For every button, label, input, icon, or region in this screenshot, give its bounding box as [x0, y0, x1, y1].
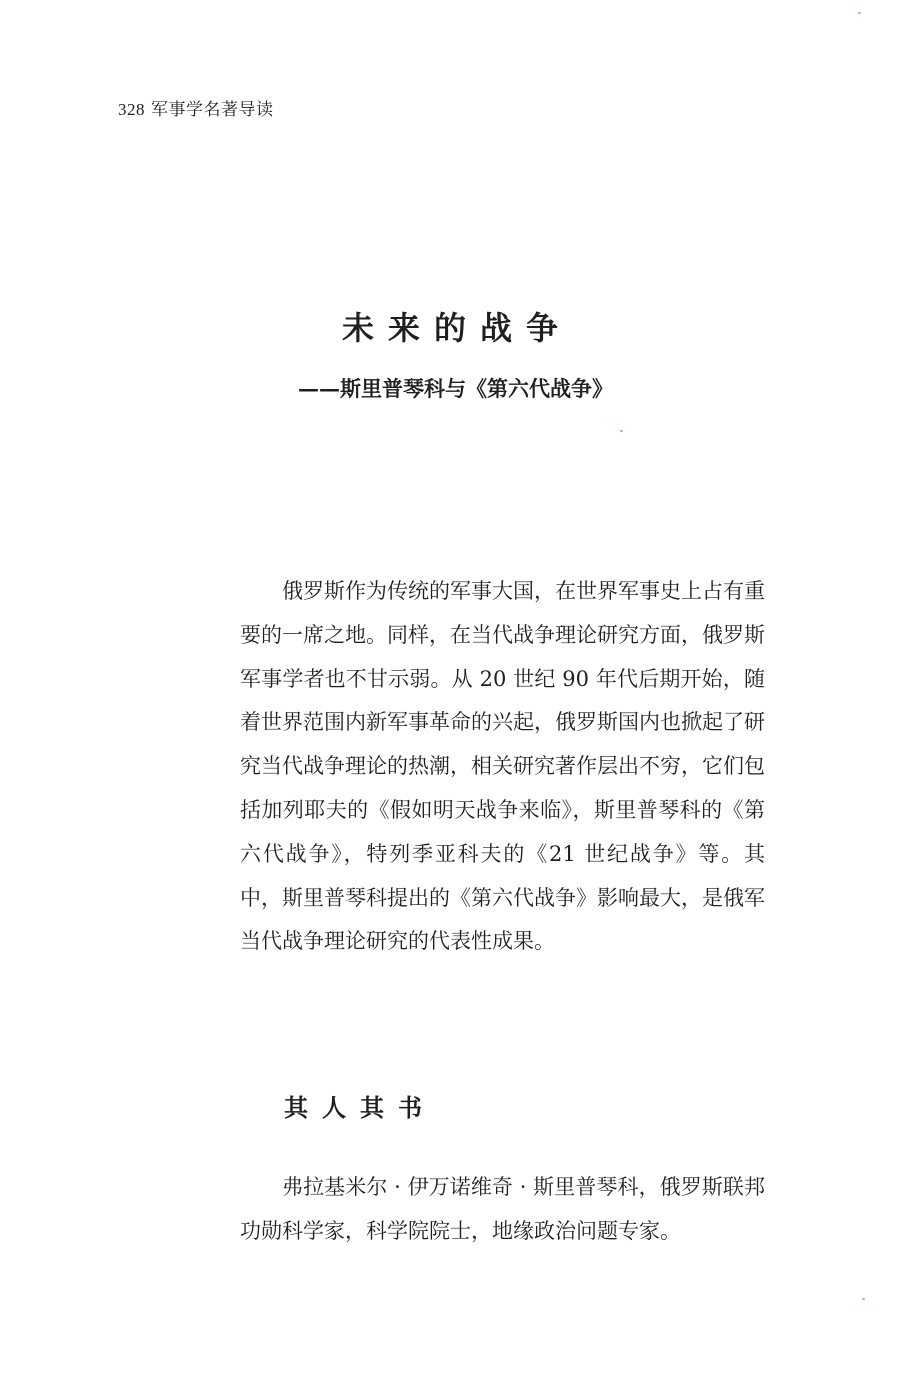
- running-header: [118, 95, 274, 120]
- section-heading: 其人其书: [284, 1093, 436, 1122]
- page-number: 328: [118, 100, 145, 119]
- book-title: 军事学名著导读: [151, 100, 274, 120]
- chapter-title: 未来的战争: [341, 309, 572, 347]
- bio-paragraph: 弗拉基米尔 · 伊万诺维奇 · 斯里普琴科，俄罗斯联邦功勋科学家，科学院院士，地缘政治问题专家。: [240, 1175, 765, 1243]
- intro-paragraph: 俄罗斯作为传统的军事大国，在世界军事史上占有重要的一席之地。同样，在当代战争理论研究方面，俄罗斯军事学者也不甘示弱。从 20 世纪 90 年代后期开始，随着世界范围内新军事革命的兴起，俄罗斯国内也掀起了研究当代战争理论的热潮，相关研究著作层出不穷，它们包括加列耶夫的《假如明天战争来临》，斯里普琴科的《第六代战争》，特列季亚科夫的《21 世纪战争》等。其中，斯里普琴科提出的《第六代战争》影响最大，是俄军当代战争理论研究的代表性成果。: [240, 579, 765, 954]
- chapter-subtitle: ——斯里普琴科与《第六代战争》: [298, 376, 613, 401]
- paper-speck: [862, 1298, 865, 1300]
- paper-speck: [858, 12, 861, 14]
- paper-speck: [620, 430, 623, 432]
